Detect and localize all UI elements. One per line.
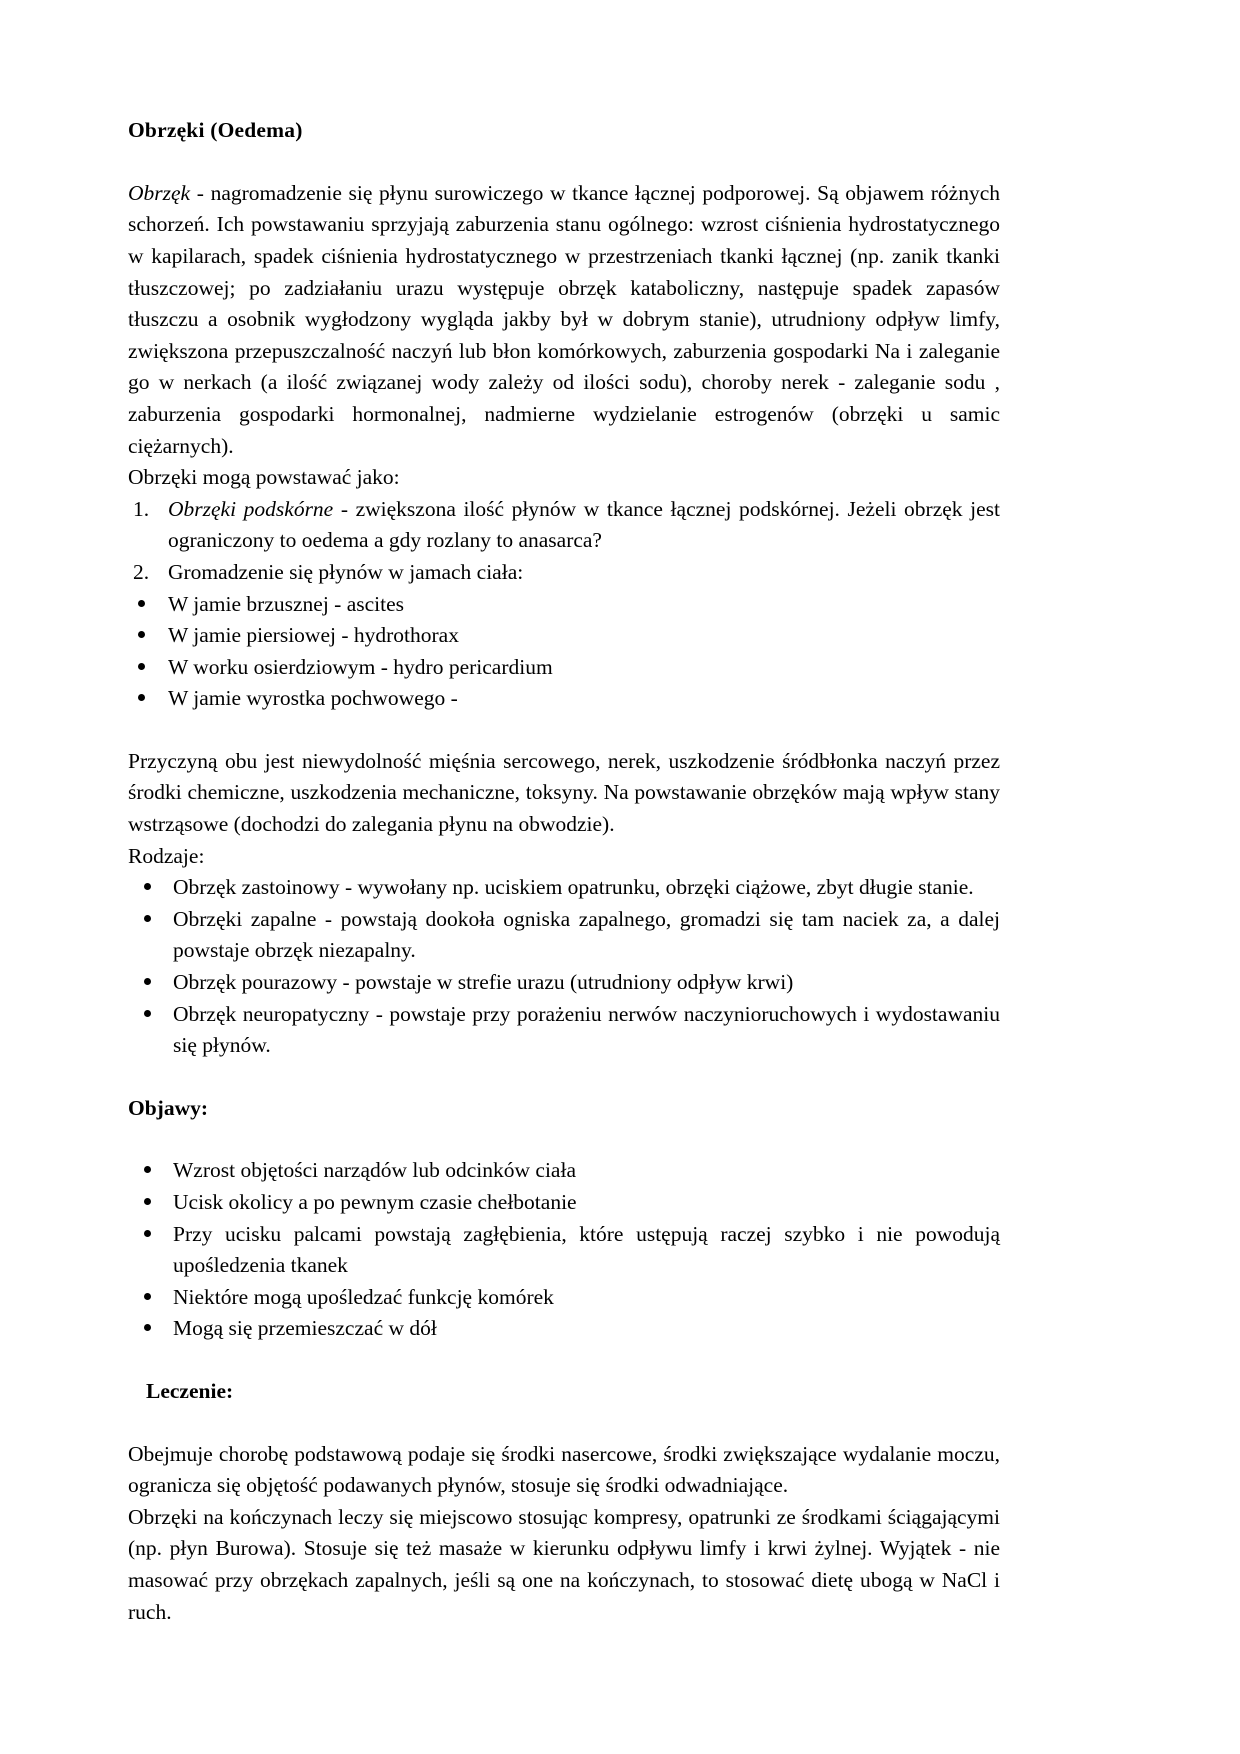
bullet-icon [144,883,151,890]
bullet-icon [144,1293,151,1300]
list-item [128,620,1000,652]
list-item-text: - zwiększona ilość płynów w tkance łącznej podskórnej. Jeżeli obrzęk jest ograniczony to oedema a gdy rozlany to anasarca? [168,496,1000,553]
bullet-icon [138,631,145,638]
list-item-text: Gromadzenie się płynów w jamach ciała: [168,559,524,584]
types-heading: Rodzaje: [128,843,205,868]
page-title: Obrzęki (Oedema) [128,118,303,142]
list-item-text: W jamie wyrostka pochwowego - [168,686,458,711]
list-item-text: Obrzęk zastoinowy - wywołany np. uciskiem opatrunku, obrzęki ciążowe, zbyt długie stanie. [173,875,974,900]
intro-paragraph [128,178,1000,462]
list-item [128,652,1000,684]
bullet-icon [144,1010,151,1017]
list-item [128,904,1000,967]
bullet-icon [144,915,151,922]
list-item [128,872,1000,904]
list-item [128,1313,1000,1345]
bullet-icon [138,694,145,701]
list-item [128,1282,1000,1314]
forms-numbered-list [128,494,1000,589]
list-item-text: Ucisk okolicy a po pewnym czasie chełbotanie [173,1190,577,1215]
list-item [128,494,1000,557]
symptoms-heading: Objawy: [128,1095,209,1120]
intro-lead-italic: Obrzęk [128,180,191,205]
bullet-icon [144,1166,151,1173]
list-item [128,683,1000,715]
list-item [128,589,1000,621]
intro-body-text: - nagromadzenie się płynu surowiczego w tkance łącznej podporowej. Są objawem różnych schorzeń. Ich powstawaniu sprzyjają zaburzenia stanu ogólnego: wzrost ciśnienia hydrostatycznego w kapilarach, spadek ciśnienia hydrostatycznego w przestrzeniach tkanki łącznej (np. zanik tkanki tłuszczowej; po zadziałaniu urazu występuje obrzęk kataboliczny, następuje spadek zapasów tłuszczu a osobnik wygłodzony wygląda jakby był w dobrym stanie), utrudniony odpływ limfy, zwiększona przepuszczalność naczyń lub błon komórkowych, zaburzenia gospodarki Na i zaleganie go w nerkach (a ilość związanej wody zależy od ilości sodu), choroby nerek - zaleganie sodu , zaburzenia gospodarki hormonalnej, nadmierne wydzielanie estrogenów (obrzęki u samic ciężarnych). [128,180,1000,458]
bullet-icon [144,1198,151,1205]
list-item-text: Obrzęk pourazowy - powstaje w strefie urazu (utrudniony odpływ krwi) [173,970,794,995]
spacer [128,1408,1000,1439]
list-item-text: Obrzęki zapalne - powstają dookoła ogniska zapalnego, gromadzi się tam naciek za, a dalej powstaje obrzęk niezapalny. [173,906,1000,963]
spacer [128,1124,1000,1155]
list-item-text: W jamie piersiowej - hydrothorax [168,623,459,648]
list-item-text: W worku osierdziowym - hydro pericardium [168,654,553,679]
spacer [128,1062,1000,1093]
list-item [128,999,1000,1062]
forms-intro-line: Obrzęki mogą powstawać jako: [128,465,400,490]
list-item-text: Przy ucisku palcami powstają zagłębienia, które ustępują raczej szybko i nie powodują upośledzenia tkanek [173,1221,1000,1278]
treatment-paragraph-1: Obejmuje chorobę podstawową podaje się środki nasercowe, środki zwiększające wydalanie moczu, ogranicza się objętość podawanych płynów, stosuje się środki odwadniające. [128,1441,1000,1498]
list-item [128,557,1000,589]
list-item-text: Wzrost objętości narządów lub odcinków ciała [173,1158,576,1183]
causes-paragraph: Przyczyną obu jest niewydolność mięśnia sercowego, nerek, uszkodzenie śródbłonka naczyń przez środki chemiczne, uszkodzenia mechaniczne, toksyny. Na powstawanie obrzęków mają wpływ stany wstrząsowe (dochodzi do zalegania płynu na obwodzie). [128,748,1000,837]
list-item [128,967,1000,999]
bullet-icon [144,1230,151,1237]
list-item-italic-lead: Obrzęki podskórne [168,496,334,521]
types-list [128,872,1000,1062]
list-item-text: W jamie brzusznej - ascites [168,591,405,616]
spacer [128,715,1000,746]
list-item-text: Mogą się przemieszczać w dół [173,1316,437,1341]
bullet-icon [138,663,145,670]
list-item [128,1187,1000,1219]
bullet-icon [144,1324,151,1331]
list-item-text: Niektóre mogą upośledzać funkcję komórek [173,1284,554,1309]
list-item [128,1155,1000,1187]
list-marker: 1. [133,496,150,521]
list-item [128,1219,1000,1282]
body-cavity-list [128,589,1000,715]
list-item-text: Obrzęk neuropatyczny - powstaje przy porażeniu nerwów naczynioruchowych i wydostawaniu się płynów. [173,1001,1000,1058]
list-marker: 2. [133,559,150,584]
bullet-icon [144,978,151,985]
bullet-icon [138,600,145,607]
treatment-heading: Leczenie: [146,1378,234,1403]
treatment-paragraph-2: Obrzęki na kończynach leczy się miejscowo stosując kompresy, opatrunki ze środkami ściągającymi (np. płyn Burowa). Stosuje się też masaże w kierunku odpływu limfy i krwi żylnej. Wyjątek - nie masować przy obrzękach zapalnych, jeśli są one na kończynach, to stosować dietę ubogą w NaCl i ruch. [128,1504,1000,1624]
spacer [128,1345,1000,1376]
symptoms-list [128,1155,1000,1345]
document-content [128,118,1000,1628]
